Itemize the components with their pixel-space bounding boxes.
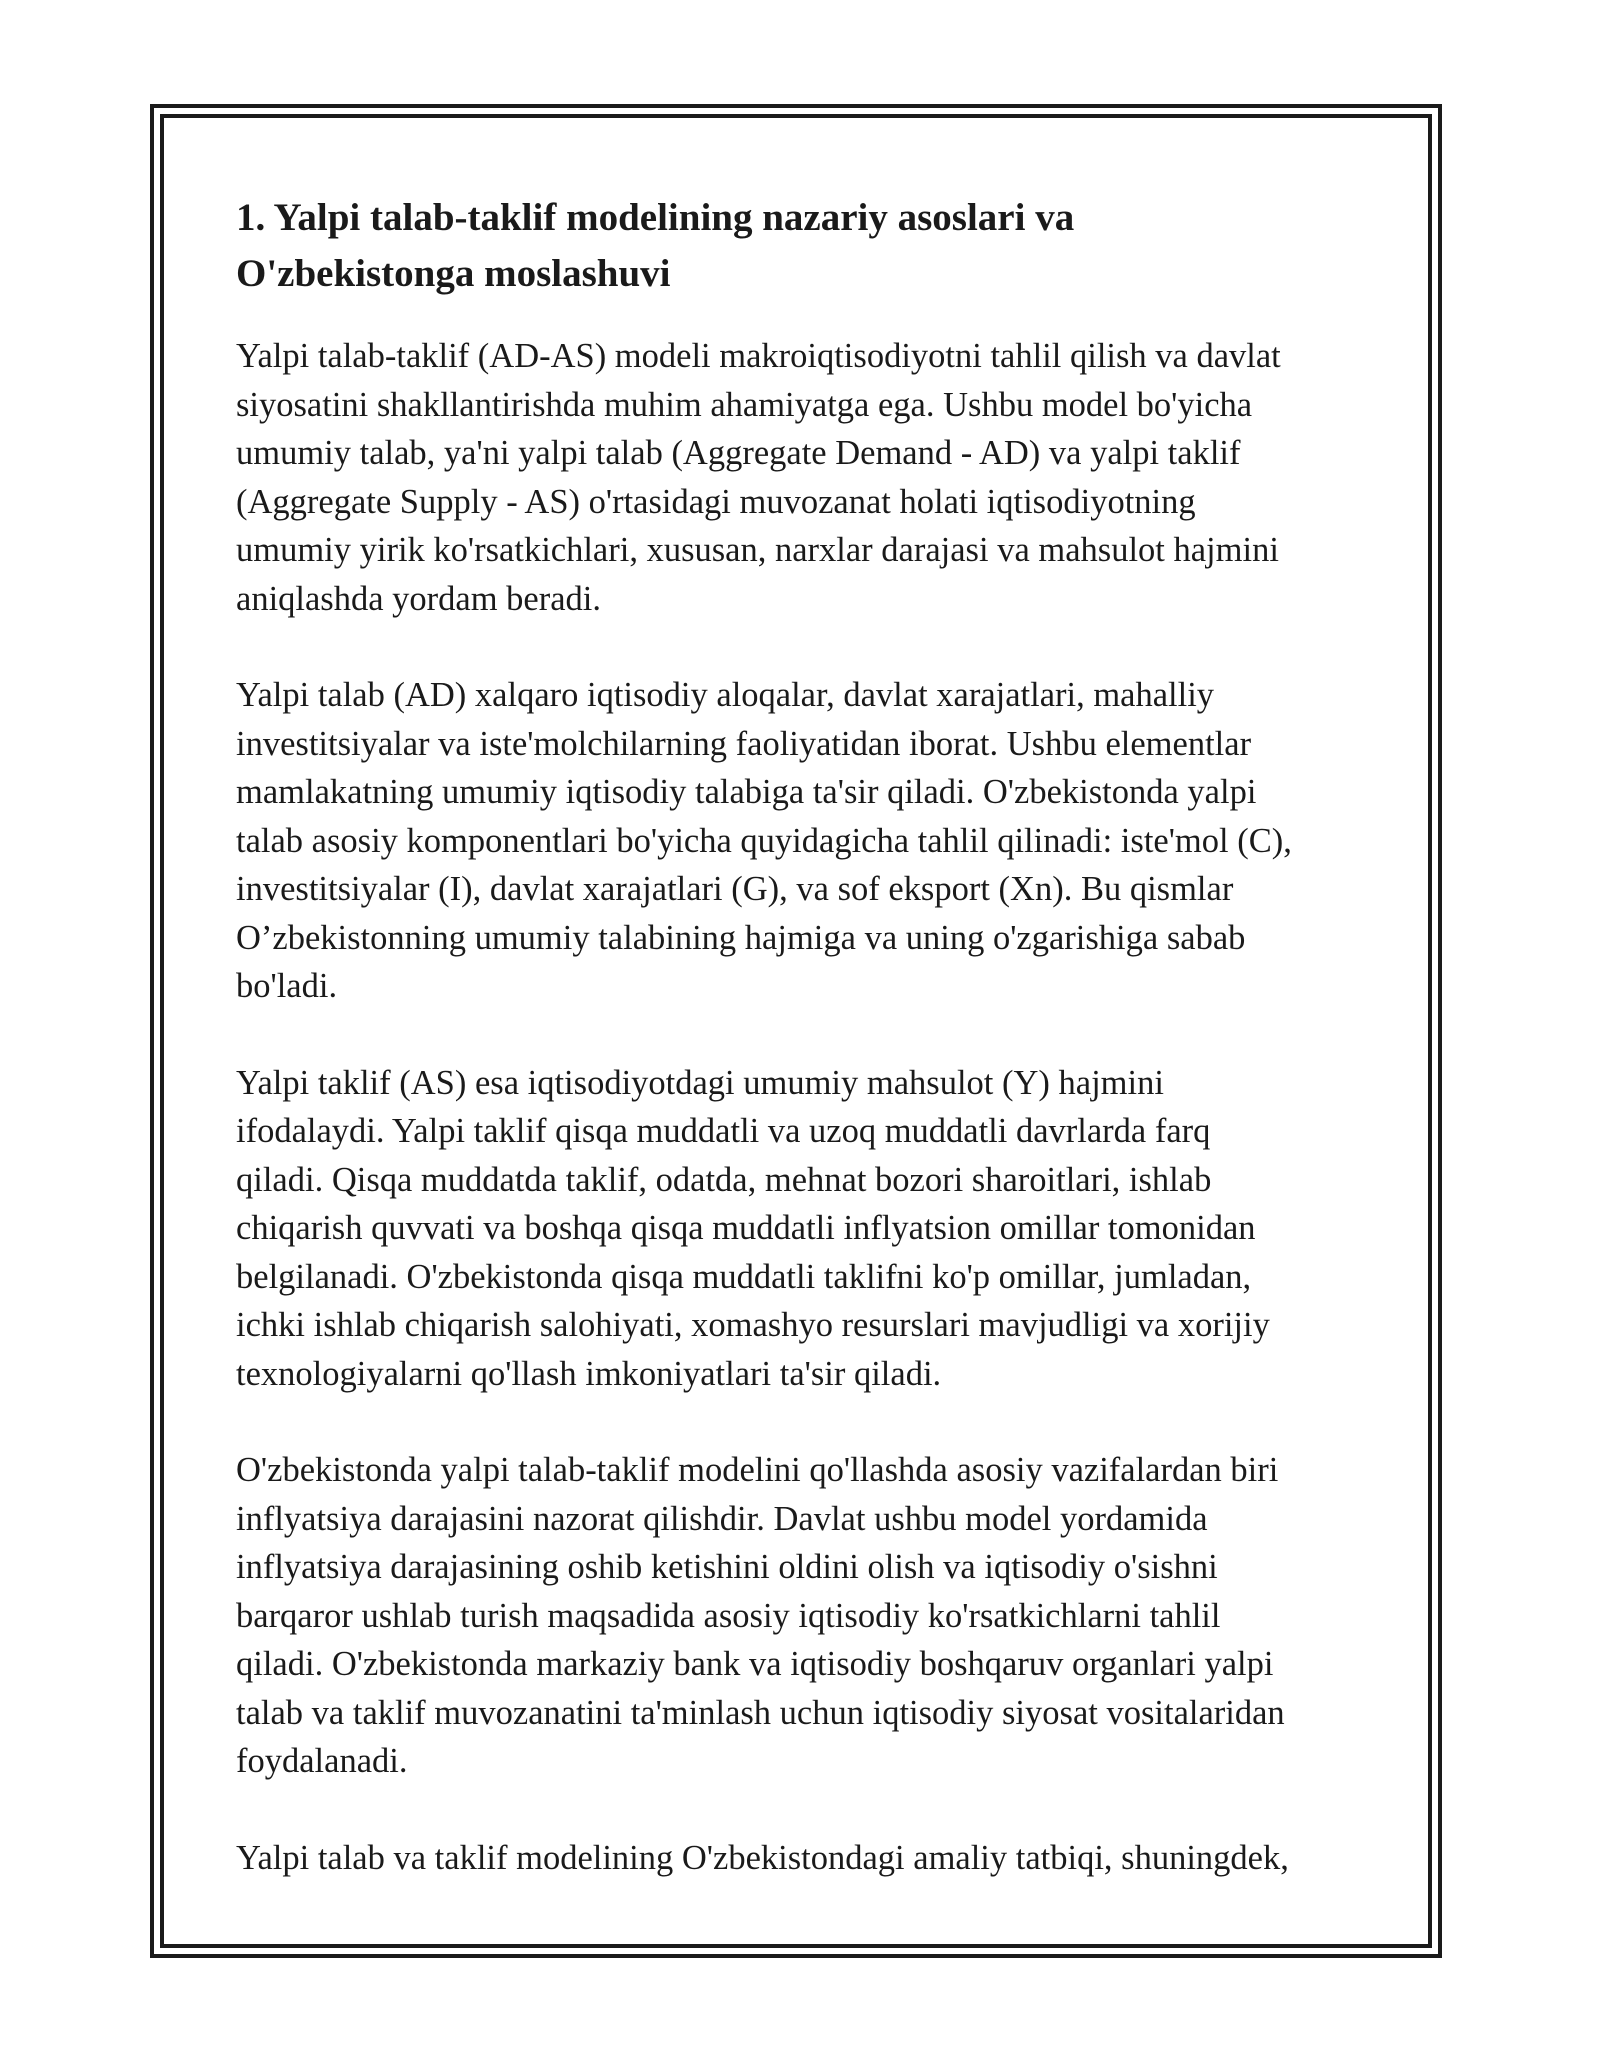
text-line: Yalpi taklif (AS) esa iqtisodiyotdagi umumiy mahsulot (Y) hajmini <box>236 1063 1164 1102</box>
section-heading <box>236 190 1236 302</box>
text-line: siyosatini shakllantirishda muhim ahamiyatga ega. Ushbu model bo'yicha <box>236 385 1253 424</box>
heading-line: O'zbekistonga moslashuvi <box>236 252 671 295</box>
text-line: aniqlashda yordam beradi. <box>236 579 601 618</box>
text-line: qiladi. O'zbekistonda markaziy bank va iqtisodiy boshqaruv organlari yalpi <box>236 1645 1274 1683</box>
text-line: investitsiyalar va iste'molchilarning faoliyatidan iborat. Ushbu elementlar <box>236 724 1252 763</box>
paragraph-practical-application <box>236 1834 1366 1883</box>
heading-line: 1. Yalpi talab-taklif modelining nazariy asoslari va <box>236 196 1075 239</box>
paragraph-inflation-control <box>236 1446 1366 1786</box>
document-body <box>236 190 1366 1930</box>
text-line: umumiy talab, ya'ni yalpi talab (Aggregate Demand - AD) va yalpi taklif <box>236 434 1241 472</box>
text-line: talab asosiy komponentlari bo'yicha quyidagicha tahlil qilinadi: iste'mol (C), <box>236 821 1292 860</box>
paragraph-aggregate-demand <box>236 671 1366 1011</box>
text-line: O'zbekistonda yalpi talab-taklif modelini qo'llashda asosiy vazifalardan biri <box>236 1451 1279 1489</box>
text-line: umumiy yirik ko'rsatkichlari, xususan, narxlar darajasi va mahsulot hajmini <box>236 531 1279 569</box>
text-line: Yalpi talab va taklif modelining O'zbekistondagi amaliy tatbiqi, shuningdek, <box>236 1838 1289 1877</box>
text-line: barqaror ushlab turish maqsadida asosiy iqtisodiy ko'rsatkichlarni tahlil <box>236 1596 1221 1635</box>
text-line: Yalpi talab (AD) xalqaro iqtisodiy aloqalar, davlat xarajatlari, mahalliy <box>236 676 1215 714</box>
text-line: belgilanadi. O'zbekistonda qisqa muddatli taklifni ko'p omillar, jumladan, <box>236 1257 1252 1296</box>
text-line: talab va taklif muvozanatini ta'minlash uchun iqtisodiy siyosat vositalaridan <box>236 1693 1285 1732</box>
text-line: foydalanadi. <box>236 1742 408 1780</box>
text-line: chiqarish quvvati va boshqa qisqa muddatli inflyatsion omillar tomonidan <box>236 1209 1256 1247</box>
text-line: inflyatsiya darajasini nazorat qilishdir. Davlat ushbu model yordamida <box>236 1499 1208 1538</box>
text-line: qiladi. Qisqa muddatda taklif, odatda, mehnat bozori sharoitlari, ishlab <box>236 1160 1212 1199</box>
text-line: mamlakatning umumiy iqtisodiy talabiga ta'sir qiladi. O'zbekistonda yalpi <box>236 773 1257 811</box>
text-line: inflyatsiya darajasining oshib ketishini oldini olish va iqtisodiy o'sishni <box>236 1548 1218 1586</box>
text-line: texnologiyalarni qo'llash imkoniyatlari ta'sir qiladi. <box>236 1354 942 1393</box>
text-line: O’zbekistonning umumiy talabining hajmiga va uning o'zgarishiga sabab <box>236 918 1246 957</box>
text-line: (Aggregate Supply - AS) o'rtasidagi muvozanat holati iqtisodiyotning <box>236 482 1196 521</box>
paragraph-ad-as-intro <box>236 332 1366 623</box>
text-line: Yalpi talab-taklif (AD-AS) modeli makroiqtisodiyotni tahlil qilish va davlat <box>236 337 1281 375</box>
text-line: ichki ishlab chiqarish salohiyati, xomashyo resurslari mavjudligi va xorijiy <box>236 1306 1270 1344</box>
text-line: investitsiyalar (I), davlat xarajatlari (G), va sof eksport (Xn). Bu qismlar <box>236 870 1234 908</box>
paragraph-aggregate-supply <box>236 1059 1366 1399</box>
text-line: bo'ladi. <box>236 967 338 1005</box>
text-line: ifodalaydi. Yalpi taklif qisqa muddatli va uzoq muddatli davrlarda farq <box>236 1112 1211 1150</box>
